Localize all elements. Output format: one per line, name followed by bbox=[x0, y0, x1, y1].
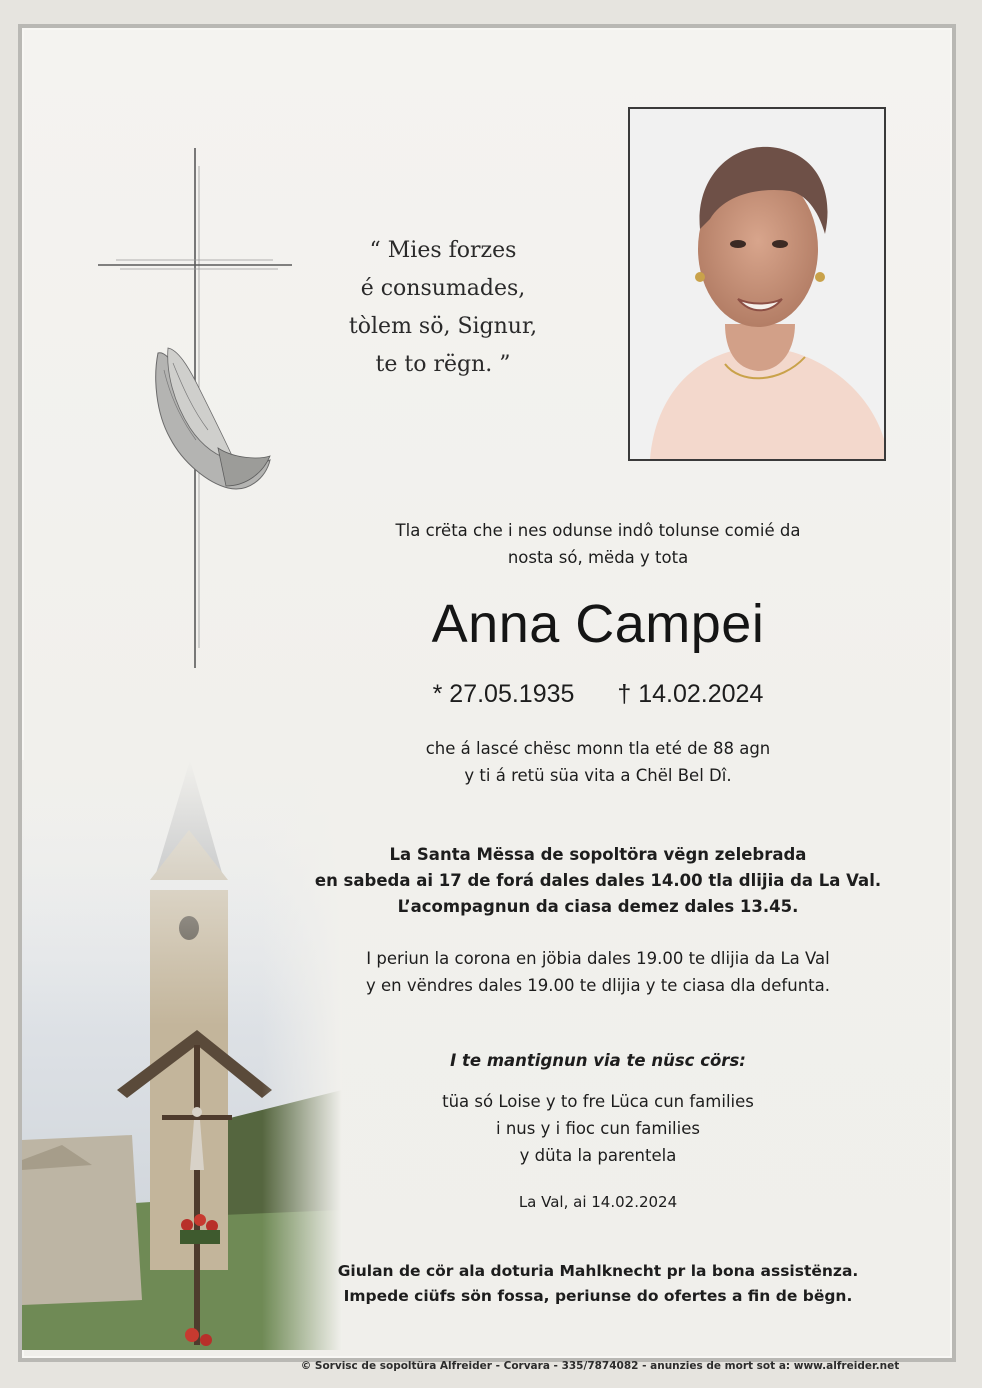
quote-line: “ Mies forzes bbox=[369, 238, 517, 263]
funeral-mass-info bbox=[288, 842, 908, 920]
deceased-name: Anna Campei bbox=[431, 594, 765, 654]
memorial-quote bbox=[318, 232, 568, 384]
portrait-photo bbox=[628, 107, 886, 461]
thanks-text bbox=[288, 1259, 908, 1309]
age-line: y ti á retü süa vita a Chël Bel Dî. bbox=[464, 766, 732, 785]
praying-hands-icon bbox=[156, 348, 270, 489]
quote-line: é consumades, bbox=[360, 276, 526, 301]
death-date: † 14.02.2024 bbox=[617, 680, 764, 708]
mourner-line: tüa só Loise y to fre Lüca cun families bbox=[442, 1092, 754, 1111]
quote-line: tòlem sö, Signur, bbox=[348, 314, 538, 339]
birth-date: * 27.05.1935 bbox=[432, 680, 575, 708]
quote-line: te to rëgn. ” bbox=[375, 352, 511, 377]
life-dates bbox=[288, 680, 908, 709]
age-line: che á lascé chësc monn tla eté de 88 agn bbox=[425, 739, 771, 758]
footer-credit: © Sorvisc de sopoltüra Alfreider - Corvara - 335/7874082 - anunzies de mort sot a: www.alfreider.net bbox=[300, 1360, 900, 1372]
place-date: La Val, ai 14.02.2024 bbox=[518, 1193, 678, 1211]
age-text bbox=[288, 735, 908, 789]
rosary-info bbox=[288, 945, 908, 999]
mourners-list bbox=[288, 1088, 908, 1169]
thanks-line: Giulan de cör ala doturia Mahlknecht pr la bona assistënza. bbox=[337, 1262, 859, 1280]
rosary-line: y en vëndres dales 19.00 te dlijia y te ciasa dla defunta. bbox=[366, 976, 830, 995]
intro-text bbox=[288, 517, 908, 571]
mass-line: La Santa Mëssa de sopoltöra vëgn zelebrada bbox=[389, 845, 807, 864]
cross-icon bbox=[98, 148, 298, 673]
thanks-line: Impede ciüfs sön fossa, periunse do ofertes a fin de bëgn. bbox=[343, 1287, 853, 1305]
mass-line: en sabeda ai 17 de forá dales dales 14.00 tla dlijia da La Val. bbox=[314, 871, 882, 890]
intro-line: nosta só, mëda y tota bbox=[507, 548, 689, 567]
rosary-line: I periun la corona en jöbia dales 19.00 te dlijia da La Val bbox=[366, 949, 830, 968]
mass-line: L’acompagnun da ciasa demez dales 13.45. bbox=[397, 897, 799, 916]
mourner-line: i nus y i fioc cun families bbox=[496, 1119, 700, 1138]
mourners-title: I te mantignun via te nüsc cörs: bbox=[450, 1051, 746, 1070]
intro-line: Tla crëta che i nes odunse indô tolunse comié da bbox=[395, 521, 801, 540]
mourner-line: y düta la parentela bbox=[519, 1146, 677, 1165]
